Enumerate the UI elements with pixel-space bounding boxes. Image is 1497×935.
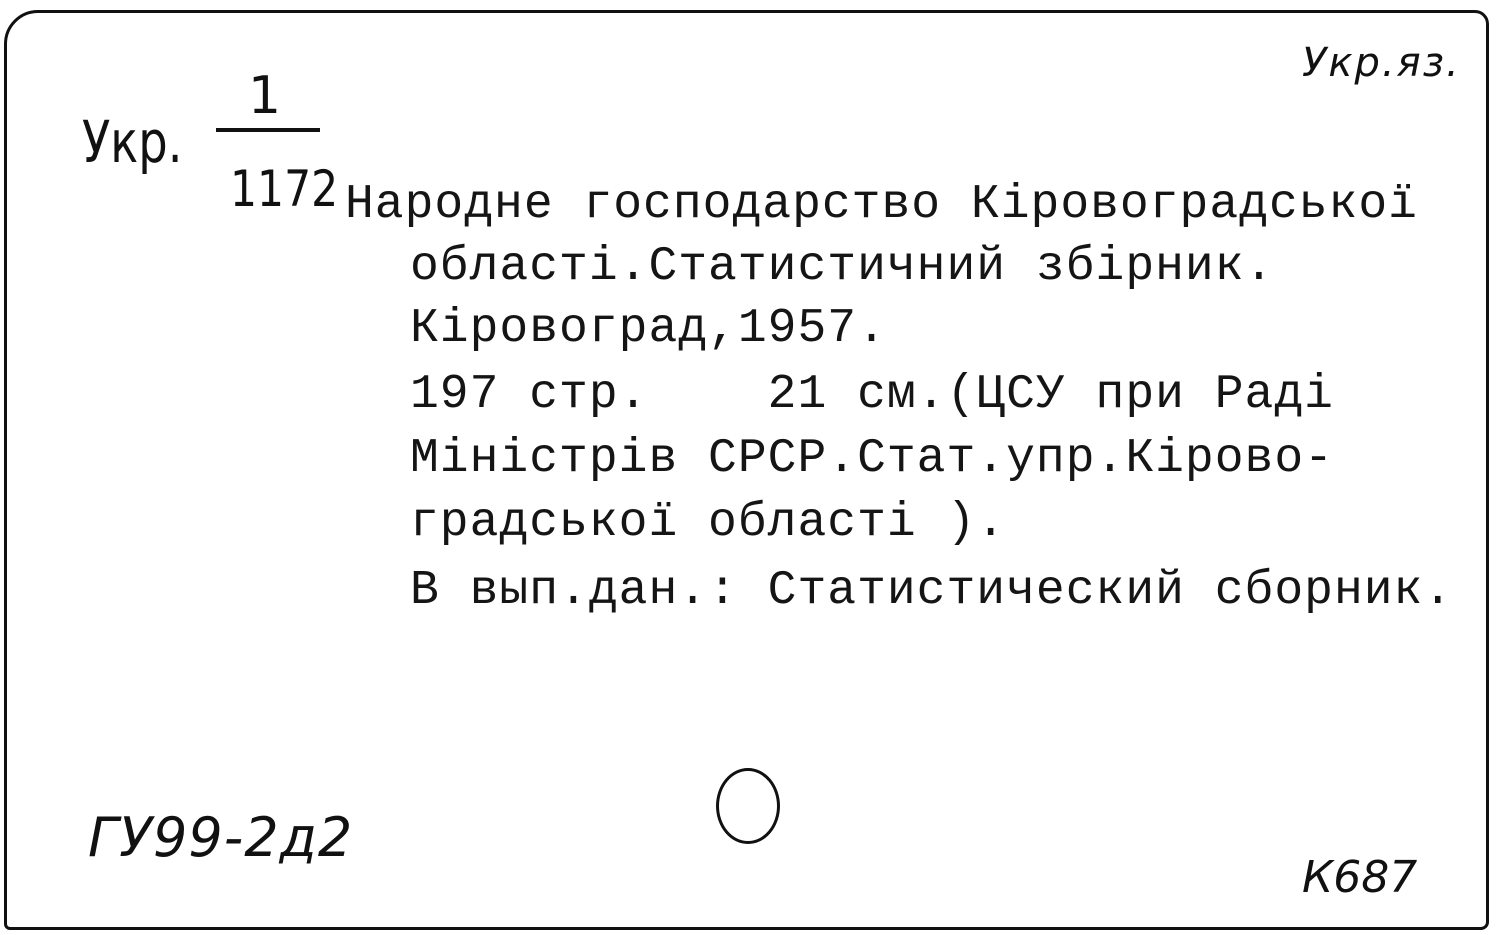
- entry-line-1: Народне господарство Кіровоградської: [345, 178, 1418, 232]
- shelfmark-numerator: 1: [248, 66, 282, 126]
- location-code: ГУ99-2д2: [88, 806, 354, 869]
- entry-line-5: Міністрів СРСР.Стат.упр.Кірово-: [410, 432, 1334, 486]
- shelfmark-denominator: 1172: [230, 160, 339, 218]
- language-note: Укр.яз.: [1302, 40, 1461, 86]
- punch-hole: [716, 768, 780, 844]
- entry-line-6: градської області ).: [410, 496, 1007, 550]
- entry-line-2: області.Статистичний збірник.: [410, 240, 1275, 294]
- inventory-number: К687: [1302, 852, 1418, 903]
- entry-line-3: Кіровоград,1957.: [410, 302, 887, 356]
- shelfmark-prefix: Укр.: [82, 108, 183, 176]
- entry-line-7: В вып.дан.: Статистический сборник.: [410, 564, 1454, 618]
- shelfmark-fraction-bar: [216, 128, 320, 132]
- entry-line-4: 197 стр. 21 см.(ЦСУ при Раді: [410, 368, 1334, 422]
